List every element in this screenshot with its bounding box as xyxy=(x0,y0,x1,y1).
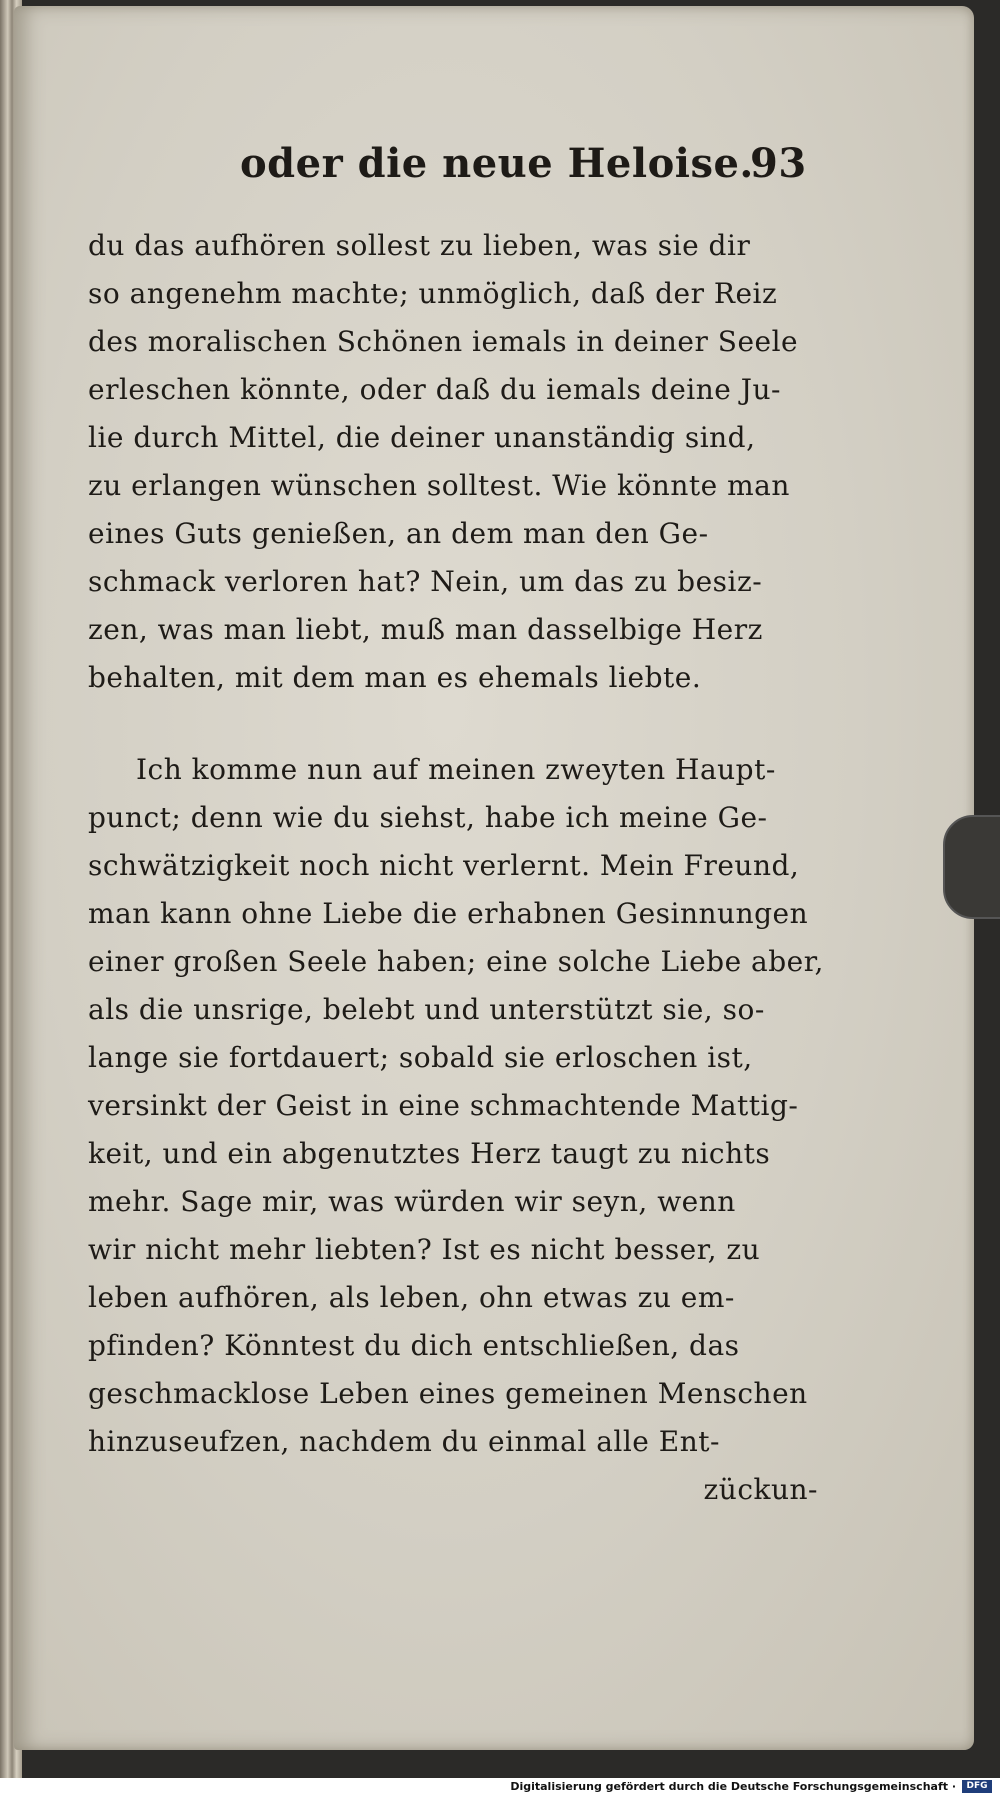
text-line: schmack verloren hat? Nein, um das zu besiz- xyxy=(88,565,763,598)
running-title: oder die neue Heloise. xyxy=(240,140,754,187)
text-line: man kann ohne Liebe die erhabnen Gesinnungen xyxy=(88,897,809,930)
text-line: hinzuseufzen, nachdem du einmal alle Ent- xyxy=(88,1425,720,1458)
text-line: schwätzigkeit noch nicht verlernt. Mein Freund, xyxy=(88,849,800,882)
text-line: als die unsrige, belebt und unterstützt sie, so- xyxy=(88,993,765,1026)
text-line: versinkt der Geist in eine schmachtende Mattig- xyxy=(88,1089,799,1122)
text-line: lie durch Mittel, die deiner unanständig sind, xyxy=(88,421,756,454)
page-clip-holder xyxy=(943,815,1000,919)
dfg-logo: DFG xyxy=(962,1780,992,1793)
text-line: leben aufhören, als leben, ohn etwas zu em- xyxy=(88,1281,735,1314)
text-line: behalten, mit dem man es ehemals liebte. xyxy=(88,661,702,694)
text-line: zen, was man liebt, muß man dasselbige Herz xyxy=(88,613,763,646)
text-line: erleschen könnte, oder daß du iemals deine Ju- xyxy=(88,373,781,406)
text-line: pfinden? Könntest du dich entschließen, das xyxy=(88,1329,740,1362)
text-line: geschmacklose Leben eines gemeinen Menschen xyxy=(88,1377,808,1410)
text-line: keit, und ein abgenutztes Herz taugt zu nichts xyxy=(88,1137,771,1170)
text-line: Ich komme nun auf meinen zweyten Haupt- xyxy=(136,753,776,786)
text-line: des moralischen Schönen iemals in deiner Seele xyxy=(88,325,799,358)
digitization-footer xyxy=(0,1778,1000,1796)
funding-credit: Digitalisierung gefördert durch die Deutsche Forschungsgemeinschaft · xyxy=(510,1780,956,1793)
paragraph-2 xyxy=(88,746,824,1466)
paragraph-gap xyxy=(88,702,818,746)
text-line: mehr. Sage mir, was würden wir seyn, wenn xyxy=(88,1185,736,1218)
text-line: so angenehm machte; unmöglich, daß der Reiz xyxy=(88,277,778,310)
body-text xyxy=(88,222,824,1514)
text-line: lange sie fortdauert; sobald sie erloschen ist, xyxy=(88,1041,753,1074)
text-line: zu erlangen wünschen solltest. Wie könnte man xyxy=(88,469,790,502)
text-line: du das aufhören sollest zu lieben, was sie dir xyxy=(88,229,751,262)
running-header xyxy=(240,140,810,200)
text-line: einer großen Seele haben; eine solche Liebe aber, xyxy=(88,945,824,978)
text-line: eines Guts genießen, an dem man den Ge- xyxy=(88,517,709,550)
page-number: 93 xyxy=(750,140,807,187)
text-line: punct; denn wie du siehst, habe ich meine Ge- xyxy=(88,801,768,834)
catchword: zückun- xyxy=(703,1473,818,1506)
text-line: wir nicht mehr liebten? Ist es nicht besser, zu xyxy=(88,1233,761,1266)
paragraph-1 xyxy=(88,222,818,702)
